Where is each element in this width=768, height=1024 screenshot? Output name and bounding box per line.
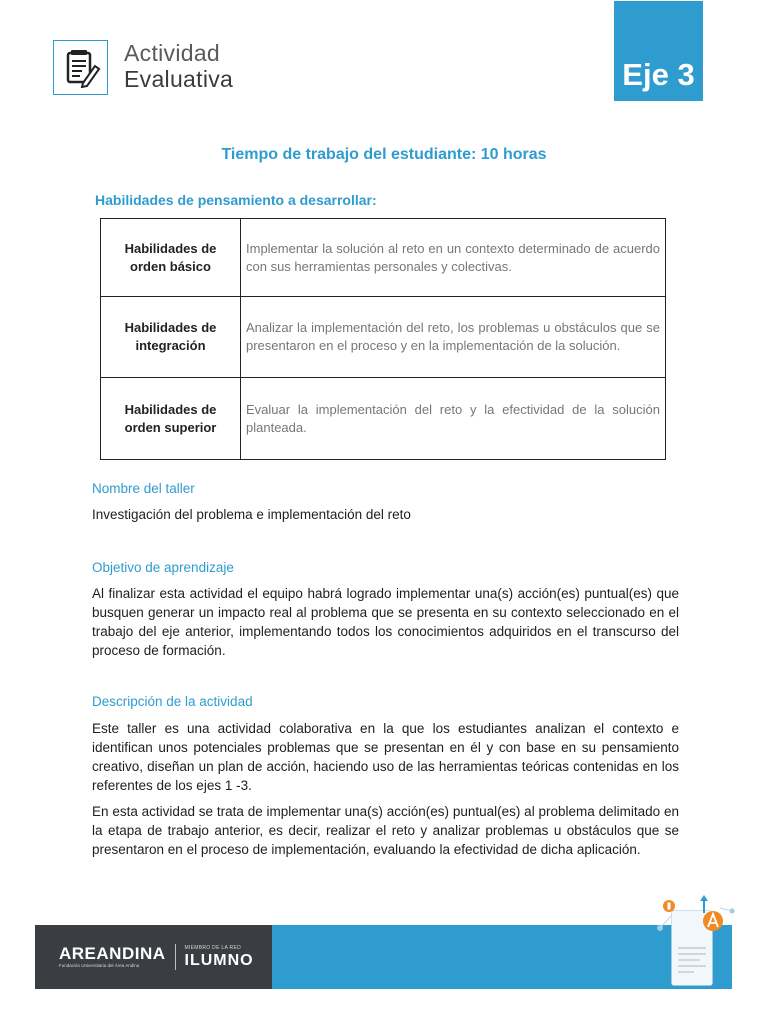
brand-name: AREANDINA — [59, 944, 166, 963]
skill-description: Evaluar la implementación del reto y la efectividad de la solución planteada. — [241, 378, 666, 460]
activity-logo — [53, 40, 108, 95]
header-title-line1: Actividad — [124, 40, 221, 66]
brand-divider — [175, 944, 176, 970]
skill-label — [101, 219, 241, 297]
description-paragraph-1: Este taller es una actividad colaborativa en la que los estudiantes analizan el contexto e identifican unos potenciales problemas que se presentan en él y con base en su pensamiento creativo, diseñan un plan de acción, haciendo uso de las herramientas teóricas contenidas en los referentes de los ejes 1 -3. — [92, 721, 679, 793]
description-heading: Descripción de la actividad — [92, 694, 253, 709]
objective-heading: Objetivo de aprendizaje — [92, 560, 234, 575]
table-row — [101, 378, 666, 460]
document-pencil-icon — [61, 48, 101, 88]
skill-label — [101, 297, 241, 378]
skill-label-line1: Habilidades de — [124, 320, 217, 335]
skill-label-line2: orden básico — [130, 258, 211, 274]
document-tools-illustration-icon — [642, 893, 742, 993]
table-row — [101, 297, 666, 378]
header-title-line2: Evaluativa — [124, 66, 234, 92]
skill-label-line1: Habilidades de — [124, 240, 217, 256]
table-row — [101, 219, 666, 297]
ilumno-logo — [185, 945, 254, 969]
member-line: MIEMBRO DE LA RED — [184, 945, 241, 951]
brand-subtitle: Fundación Universitaria del Área Andina — [59, 963, 140, 968]
axis-badge: Eje 3 — [614, 1, 703, 101]
workshop-heading: Nombre del taller — [92, 481, 195, 496]
network-name: ILUMNO — [184, 952, 254, 969]
skill-label-line2: orden superior — [124, 419, 217, 435]
description-paragraph-2: En esta actividad se trata de implementar una(s) acción(es) puntual(es) al problema delimitado en la etapa de trabajo anterior, es decir, realizar el reto y analizar problemas u obstáculos que se presentaron en el proceso de implementación, evaluando la efectividad de dicha aplicación. — [92, 804, 679, 857]
workshop-name: Investigación del problema e implementación del reto — [92, 507, 411, 522]
objective-text: Al finalizar esta actividad el equipo habrá logrado implementar una(s) acción(es) puntual(es) que busquen generar un impacto real al problema que se presenta en su contexto seleccionado en el trabajo del eje anterior, implementando todos los conocimientos adquiridos en el transcurso del proceso de formación. — [92, 586, 679, 658]
skills-table — [100, 218, 666, 460]
skills-heading: Habilidades de pensamiento a desarrollar: — [95, 192, 377, 208]
skill-label — [101, 378, 241, 460]
skill-description: Implementar la solución al reto en un contexto determinado de acuerdo con sus herramientas personales y colectivas. — [241, 219, 666, 297]
skill-label-line1: Habilidades de — [124, 401, 217, 417]
skill-label-line2: integración — [135, 338, 206, 353]
footer-brand-block — [35, 925, 272, 989]
study-time-title: Tiempo de trabajo del estudiante: 10 horas — [221, 146, 547, 163]
areandina-logo — [59, 945, 166, 969]
skill-description: Analizar la implementación del reto, los problemas u obstáculos que se presentaron en el proceso y en la implementación de la solución. — [241, 297, 666, 378]
